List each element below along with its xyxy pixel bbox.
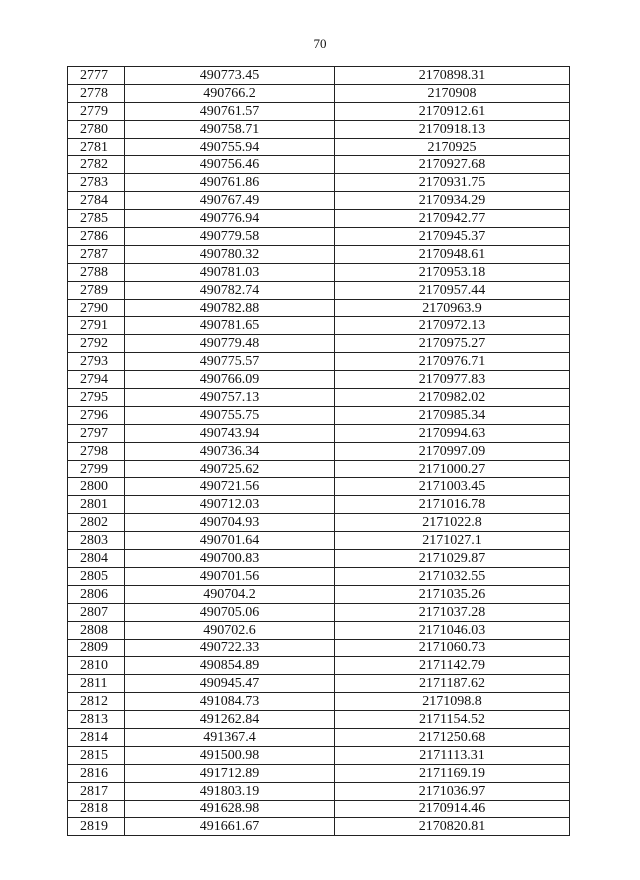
point-number-cell: 2814 — [68, 728, 125, 746]
y-coordinate-cell: 2171035.26 — [335, 585, 570, 603]
point-number-cell: 2812 — [68, 693, 125, 711]
x-coordinate-cell: 490776.94 — [125, 210, 335, 228]
y-coordinate-cell: 2170820.81 — [335, 818, 570, 836]
x-coordinate-cell: 490766.09 — [125, 371, 335, 389]
point-number-cell: 2791 — [68, 317, 125, 335]
point-number-cell: 2813 — [68, 711, 125, 729]
x-coordinate-cell: 491084.73 — [125, 693, 335, 711]
x-coordinate-cell: 490761.57 — [125, 102, 335, 120]
y-coordinate-cell: 2171022.8 — [335, 514, 570, 532]
point-number-cell: 2798 — [68, 442, 125, 460]
point-number-cell: 2805 — [68, 567, 125, 585]
x-coordinate-cell: 490781.65 — [125, 317, 335, 335]
table-row — [68, 263, 570, 281]
y-coordinate-cell: 2170948.61 — [335, 245, 570, 263]
table-row — [68, 711, 570, 729]
x-coordinate-cell: 490702.6 — [125, 621, 335, 639]
table-row — [68, 657, 570, 675]
x-coordinate-cell: 490736.34 — [125, 442, 335, 460]
table-row — [68, 675, 570, 693]
x-coordinate-cell: 490758.71 — [125, 120, 335, 138]
y-coordinate-cell: 2171187.62 — [335, 675, 570, 693]
table-row — [68, 406, 570, 424]
point-number-cell: 2778 — [68, 84, 125, 102]
coordinates-table — [67, 66, 570, 836]
table-row — [68, 245, 570, 263]
x-coordinate-cell: 490757.13 — [125, 389, 335, 407]
y-coordinate-cell: 2170914.46 — [335, 800, 570, 818]
point-number-cell: 2802 — [68, 514, 125, 532]
y-coordinate-cell: 2170934.29 — [335, 192, 570, 210]
x-coordinate-cell: 490755.94 — [125, 138, 335, 156]
table-row — [68, 335, 570, 353]
x-coordinate-cell: 490701.56 — [125, 567, 335, 585]
table-row — [68, 228, 570, 246]
table-row — [68, 478, 570, 496]
point-number-cell: 2803 — [68, 532, 125, 550]
point-number-cell: 2783 — [68, 174, 125, 192]
y-coordinate-cell: 2171003.45 — [335, 478, 570, 496]
table-row — [68, 639, 570, 657]
y-coordinate-cell: 2170977.83 — [335, 371, 570, 389]
table-row — [68, 764, 570, 782]
table-row — [68, 603, 570, 621]
point-number-cell: 2816 — [68, 764, 125, 782]
y-coordinate-cell: 2170982.02 — [335, 389, 570, 407]
point-number-cell: 2787 — [68, 245, 125, 263]
point-number-cell: 2785 — [68, 210, 125, 228]
y-coordinate-cell: 2170985.34 — [335, 406, 570, 424]
point-number-cell: 2795 — [68, 389, 125, 407]
table-row — [68, 818, 570, 836]
point-number-cell: 2786 — [68, 228, 125, 246]
table-row — [68, 532, 570, 550]
x-coordinate-cell: 490780.32 — [125, 245, 335, 263]
x-coordinate-cell: 491803.19 — [125, 782, 335, 800]
x-coordinate-cell: 490704.93 — [125, 514, 335, 532]
table-row — [68, 782, 570, 800]
table-row — [68, 424, 570, 442]
y-coordinate-cell: 2171154.52 — [335, 711, 570, 729]
table-row — [68, 174, 570, 192]
x-coordinate-cell: 490761.86 — [125, 174, 335, 192]
x-coordinate-cell: 490773.45 — [125, 67, 335, 85]
y-coordinate-cell: 2170997.09 — [335, 442, 570, 460]
point-number-cell: 2807 — [68, 603, 125, 621]
y-coordinate-cell: 2171036.97 — [335, 782, 570, 800]
y-coordinate-cell: 2171000.27 — [335, 460, 570, 478]
point-number-cell: 2779 — [68, 102, 125, 120]
x-coordinate-cell: 490782.88 — [125, 299, 335, 317]
x-coordinate-cell: 490854.89 — [125, 657, 335, 675]
x-coordinate-cell: 491262.84 — [125, 711, 335, 729]
point-number-cell: 2815 — [68, 746, 125, 764]
y-coordinate-cell: 2170976.71 — [335, 353, 570, 371]
y-coordinate-cell: 2171032.55 — [335, 567, 570, 585]
table-row — [68, 514, 570, 532]
x-coordinate-cell: 490700.83 — [125, 550, 335, 568]
point-number-cell: 2793 — [68, 353, 125, 371]
x-coordinate-cell: 490704.2 — [125, 585, 335, 603]
y-coordinate-cell: 2170942.77 — [335, 210, 570, 228]
table-row — [68, 389, 570, 407]
y-coordinate-cell: 2171142.79 — [335, 657, 570, 675]
point-number-cell: 2792 — [68, 335, 125, 353]
table-row — [68, 120, 570, 138]
table-row — [68, 621, 570, 639]
y-coordinate-cell: 2171027.1 — [335, 532, 570, 550]
y-coordinate-cell: 2171060.73 — [335, 639, 570, 657]
table-row — [68, 84, 570, 102]
point-number-cell: 2818 — [68, 800, 125, 818]
table-row — [68, 442, 570, 460]
y-coordinate-cell: 2170898.31 — [335, 67, 570, 85]
y-coordinate-cell: 2170908 — [335, 84, 570, 102]
x-coordinate-cell: 491628.98 — [125, 800, 335, 818]
x-coordinate-cell: 490775.57 — [125, 353, 335, 371]
table-row — [68, 299, 570, 317]
point-number-cell: 2797 — [68, 424, 125, 442]
y-coordinate-cell: 2170963.9 — [335, 299, 570, 317]
point-number-cell: 2808 — [68, 621, 125, 639]
table-row — [68, 210, 570, 228]
point-number-cell: 2804 — [68, 550, 125, 568]
x-coordinate-cell: 491712.89 — [125, 764, 335, 782]
y-coordinate-cell: 2171113.31 — [335, 746, 570, 764]
y-coordinate-cell: 2170945.37 — [335, 228, 570, 246]
table-row — [68, 693, 570, 711]
x-coordinate-cell: 490782.74 — [125, 281, 335, 299]
table-row — [68, 746, 570, 764]
x-coordinate-cell: 490779.58 — [125, 228, 335, 246]
y-coordinate-cell: 2170957.44 — [335, 281, 570, 299]
y-coordinate-cell: 2171098.8 — [335, 693, 570, 711]
x-coordinate-cell: 490767.49 — [125, 192, 335, 210]
x-coordinate-cell: 490705.06 — [125, 603, 335, 621]
x-coordinate-cell: 490779.48 — [125, 335, 335, 353]
table-row — [68, 496, 570, 514]
point-number-cell: 2811 — [68, 675, 125, 693]
coordinates-table-body — [68, 67, 570, 836]
page-number: 70 — [313, 36, 327, 51]
point-number-cell: 2796 — [68, 406, 125, 424]
x-coordinate-cell: 490712.03 — [125, 496, 335, 514]
x-coordinate-cell: 490756.46 — [125, 156, 335, 174]
point-number-cell: 2780 — [68, 120, 125, 138]
x-coordinate-cell: 490725.62 — [125, 460, 335, 478]
point-number-cell: 2789 — [68, 281, 125, 299]
table-row — [68, 460, 570, 478]
y-coordinate-cell: 2171037.28 — [335, 603, 570, 621]
table-row — [68, 800, 570, 818]
y-coordinate-cell: 2170931.75 — [335, 174, 570, 192]
y-coordinate-cell: 2171169.19 — [335, 764, 570, 782]
y-coordinate-cell: 2170975.27 — [335, 335, 570, 353]
y-coordinate-cell: 2171029.87 — [335, 550, 570, 568]
x-coordinate-cell: 490755.75 — [125, 406, 335, 424]
table-row — [68, 567, 570, 585]
table-row — [68, 371, 570, 389]
y-coordinate-cell: 2170927.68 — [335, 156, 570, 174]
x-coordinate-cell: 491367.4 — [125, 728, 335, 746]
point-number-cell: 2817 — [68, 782, 125, 800]
table-row — [68, 585, 570, 603]
table-row — [68, 156, 570, 174]
table-row — [68, 550, 570, 568]
point-number-cell: 2794 — [68, 371, 125, 389]
point-number-cell: 2810 — [68, 657, 125, 675]
x-coordinate-cell: 491500.98 — [125, 746, 335, 764]
y-coordinate-cell: 2170994.63 — [335, 424, 570, 442]
x-coordinate-cell: 490722.33 — [125, 639, 335, 657]
x-coordinate-cell: 491661.67 — [125, 818, 335, 836]
x-coordinate-cell: 490721.56 — [125, 478, 335, 496]
x-coordinate-cell: 490701.64 — [125, 532, 335, 550]
point-number-cell: 2784 — [68, 192, 125, 210]
point-number-cell: 2782 — [68, 156, 125, 174]
table-row — [68, 317, 570, 335]
y-coordinate-cell: 2170918.13 — [335, 120, 570, 138]
x-coordinate-cell: 490766.2 — [125, 84, 335, 102]
y-coordinate-cell: 2171046.03 — [335, 621, 570, 639]
table-row — [68, 192, 570, 210]
y-coordinate-cell: 2170925 — [335, 138, 570, 156]
point-number-cell: 2819 — [68, 818, 125, 836]
point-number-cell: 2806 — [68, 585, 125, 603]
table-row — [68, 102, 570, 120]
y-coordinate-cell: 2170912.61 — [335, 102, 570, 120]
table-row — [68, 728, 570, 746]
x-coordinate-cell: 490781.03 — [125, 263, 335, 281]
x-coordinate-cell: 490945.47 — [125, 675, 335, 693]
y-coordinate-cell: 2170953.18 — [335, 263, 570, 281]
y-coordinate-cell: 2171016.78 — [335, 496, 570, 514]
y-coordinate-cell: 2171250.68 — [335, 728, 570, 746]
point-number-cell: 2781 — [68, 138, 125, 156]
y-coordinate-cell: 2170972.13 — [335, 317, 570, 335]
point-number-cell: 2809 — [68, 639, 125, 657]
table-row — [68, 353, 570, 371]
point-number-cell: 2790 — [68, 299, 125, 317]
table-row — [68, 281, 570, 299]
table-row — [68, 67, 570, 85]
point-number-cell: 2801 — [68, 496, 125, 514]
point-number-cell: 2777 — [68, 67, 125, 85]
point-number-cell: 2788 — [68, 263, 125, 281]
table-row — [68, 138, 570, 156]
point-number-cell: 2799 — [68, 460, 125, 478]
x-coordinate-cell: 490743.94 — [125, 424, 335, 442]
point-number-cell: 2800 — [68, 478, 125, 496]
